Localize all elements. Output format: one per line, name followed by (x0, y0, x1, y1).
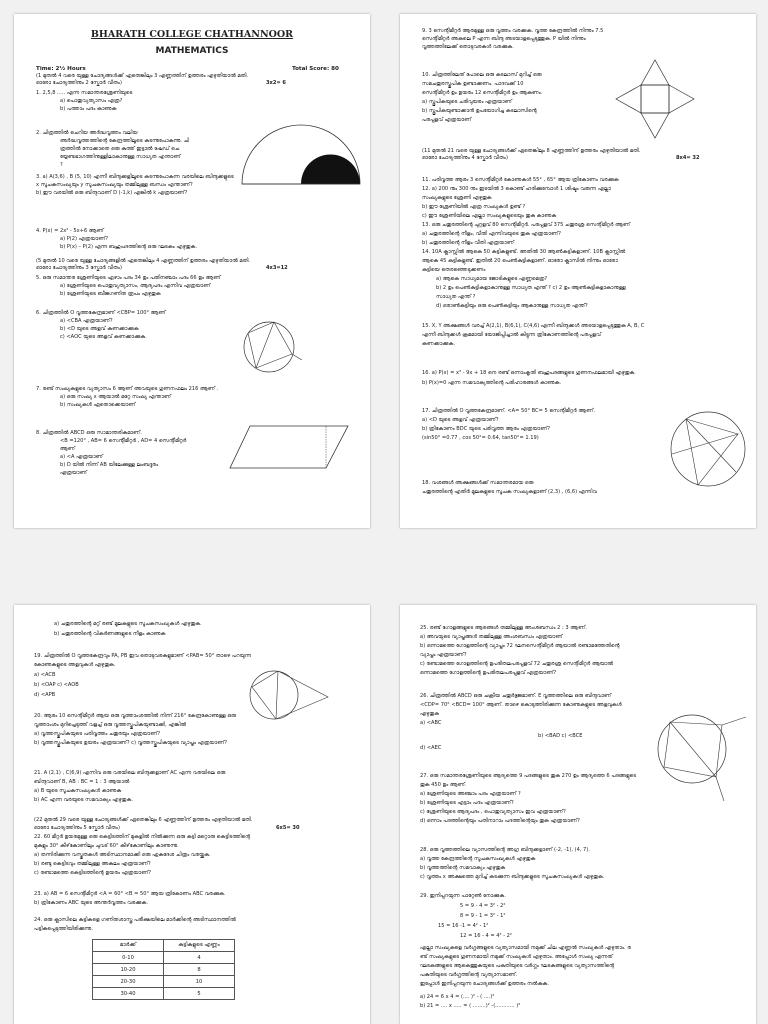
question-26d: d) <AEC (420, 745, 442, 751)
pattern-explanation: പകുതിയുടെ വർഗ്ഗത്തിന്റെ വ്യത്യാസമാണ്. (420, 972, 518, 978)
question-8-line: ആണ് (60, 446, 75, 452)
table-cell: 4 (164, 952, 235, 964)
question-3: 3. a) A(3,6) , B (5, 10) എന്നീ ബിന്ദുക്കളിലൂടെ കടന്നുപോകുന്ന വരയിലെ ബിന്ദുക്കളുടെ (36, 174, 234, 180)
pattern-line: 5 = 9 - 4 = 3² - 2² (460, 903, 506, 909)
table-cell: 10 (164, 976, 235, 988)
question-25b: b) ഒന്നാമത്തെ ഗോളത്തിന്റെ വ്യാപ്തം 72 ഘനസെന്റിമീറ്റർ ആയാൽ രണ്ടാമത്തേതിന്റെ (420, 643, 620, 649)
table-cell: 30-40 (93, 988, 164, 1000)
table-row (93, 988, 235, 1000)
question-4b: b) P(x) – P(2) എന്ന ബഹുപദത്തിന്റെ ഒരു ഘടകം എഴുതുക. (60, 244, 197, 250)
subject-title: MATHEMATICS (155, 46, 229, 56)
question-27b: b) ശ്രേണിയുടെ എട്ടാം പദം എത്രയാണ്? (420, 800, 514, 806)
table-cell: 0-10 (93, 952, 164, 964)
question-10-line: സമചതുരസ്തൂപിക ഉണ്ടാക്കണം. പാദവക്ക് 10 (422, 81, 524, 87)
question-14b: b) 2 ഉം പെൺകുട്ടികളാകാനുള്ള സാധ്യത എന്ത് ? c) 2 ഉം ആൺകുട്ടികളാകാനുള്ള (436, 285, 626, 291)
question-1: 1. 2,5,8 ..... എന്ന സമാന്തരശ്രേണിയുടെ (36, 90, 133, 96)
question-27d: d) ഒന്നാം പദത്തിന്റെയും പതിനാറാം പദത്തിന്റെയും തുക എത്രയാണ്? (420, 818, 580, 824)
question-29: 29. ഇനിപ്പറയുന്ന പാറ്റേൺ നോക്കുക. (420, 893, 506, 899)
page-2 (400, 14, 756, 528)
page-3 (14, 605, 370, 1024)
question-6b: b) <D യുടെ അളവ് കണക്കാക്കുക (60, 326, 139, 332)
pyramid-net-figure (614, 58, 696, 140)
tangent-circle-figure (244, 665, 332, 723)
question-3-line: x സൂചകസംഖ്യയും y സൂചകസംഖ്യയും തമ്മിലുള്ള ബന്ധം എന്താണ്? (36, 182, 193, 188)
question-25: 25. രണ്ട് ഗോളങ്ങളുടെ ആരങ്ങൾ തമ്മിലുള്ള അംശബന്ധം 2 : 3 ആണ്. (420, 625, 587, 631)
page-4 (400, 605, 756, 1024)
table-header-row (93, 940, 235, 952)
question-23: 23. a) AB = 6 സെന്റിമീറ്റർ <A = 60° <B = 50° ആയ ത്രികോണം ABC വരക്കുക. (34, 891, 226, 897)
question-21-line: ബിന്ദുവാണ് B, AB : BC = 1 : 3 ആയാൽ (34, 779, 130, 785)
circle-quadrilateral-figure (234, 316, 304, 378)
question-25c: c) രണ്ടാമത്തെ ഗോളത്തിന്റെ ഉപരിതലപരപ്പളവ് 72 ചതുരശ്ര സെന്റിമീറ്റർ ആയാൽ (420, 661, 614, 667)
question-24-line: പട്ടികപ്പെടുത്തിയിരിക്കുന്നു. (34, 926, 93, 932)
question-18: 18. വശങ്ങൾ അക്ഷങ്ങൾക്ക് സമാന്തരമായ ഒരു (422, 480, 534, 486)
exam-time: Time: 2½ Hours (36, 66, 86, 72)
question-2-line: ? (60, 162, 63, 168)
question-11: 11. പരിവൃത്ത ആരം 3 സെന്റിമീറ്റർ കോണുകൾ 55° , 65° ആയ ത്രികോണം വരക്കുക (422, 177, 619, 183)
section-4-instruction: (22 മുതൽ 29 വരെ യുള്ള ചോദ്യങ്ങൾക്ക് ഏതെങ്കിലും 6 എണ്ണത്തിന് ഉത്തരം എഴുതിയാൽ മതി. (34, 817, 253, 823)
question-19: 19. ചിത്രത്തിൽ O വൃത്തകേന്ദ്രവും PA, PB ഇവ തൊടുവരകളുമാണ് <PAB= 50° താഴെ പറയുന്ന (34, 653, 252, 659)
question-13b: b) ചതുരത്തിന്റെ നീളം വീതി എത്രയാണ് (422, 240, 514, 246)
question-25c-line: ഒന്നാമത്തെ ഗോളത്തിന്റെ ഉപരിതലപരപ്പളവ് എത്രയാണ്? (420, 670, 557, 676)
section-3-score: 8x4= 32 (676, 155, 700, 161)
question-22-line: മുകളും 30° കീഴ്‌കോണിലും ചുവട് 60° കീഴ്‌കോണിലും കാണുന്നു. (34, 843, 179, 849)
question-14b-line: സാധ്യത എന്ത് ? (436, 294, 476, 300)
page-3-line: b) ചതുരത്തിന്റെ വികർണങ്ങളുടെ നീളം കാണുക (54, 631, 166, 637)
pattern-explanation: ണ്ട് സംഖ്യകളുടെ ഗുണനമായി നമുക്ക് സംഖ്യകൾ എഴുതാം. അപ്പോൾ സംഖ്യ എന്നത് (420, 954, 613, 960)
table-cell: 20-30 (93, 976, 164, 988)
question-9-line: സെന്റിമീറ്റർ അകലെ P എന്ന ബിന്ദു അടയാളപ്പെടുത്തുക. P യിൽ നിന്നും (422, 36, 586, 42)
question-10-line: സെന്റിമീറ്റർ ഉം ഉയരം 12 സെന്റിമീറ്റർ ഉം ആകണം. (422, 90, 543, 96)
question-25b-line: വ്യാപ്തം എത്രയാണ്? (420, 652, 467, 658)
total-score: Total Score: 80 (292, 66, 339, 72)
question-27-line: തുക 450 ഉം ആണ്. (420, 782, 467, 788)
question-18-line: ചതുരത്തിന്റെ എതിർ മൂലകളുടെ സൂചക സംഖ്യകളാണ് (2,3) , (6,6) എന്നിവ (422, 489, 597, 495)
question-10a: a) സ്തൂപികയുടെ ചരിവുയരം എത്രയാണ് (422, 99, 512, 105)
table-header: മാർക്ക് (93, 940, 164, 952)
question-22c: c) രണ്ടാമത്തെ കെട്ടിടത്തിന്റെ ഉയരം എത്രയാണ്? (34, 870, 152, 876)
pattern-line: 8 = 9 - 1 = 3² - 1² (460, 913, 506, 919)
question-2-line: യ്യേണ്ടഭാഗത്തിനുള്ളിലാകാനുള്ള സാധ്യത എന്താണ് (60, 154, 181, 160)
question-28a: a) വൃത്ത കേന്ദ്രത്തിന്റെ സൂചകസംഖ്യകൾ എഴുതുക (420, 856, 536, 862)
question-24: 24. ഒരു ക്ലാസിലെ കുട്ടികളെ ഗണിതശാസ്ത്ര പരീക്ഷയിലെ മാർക്കിന്റെ അടിസ്ഥാനത്തിൽ (34, 917, 236, 923)
table-row (93, 952, 235, 964)
question-12-line: സംഖ്യകളുടെ ശ്രേണി എഴുതുക (422, 195, 492, 201)
question-21a: a) B യുടെ സൂചകസംഖ്യകൾ കാണുക (34, 788, 122, 794)
question-28c: c) വൃത്തം x അക്ഷത്തെ മുറിച്ച് കടക്കുന്ന ബിന്ദുക്കളുടെ സൂചകസംഖ്യകൾ എഴുതുക. (420, 874, 605, 880)
question-10c: പരപ്പളവ് എത്രയാണ് (422, 117, 472, 123)
question-28b: b) വൃത്തത്തിന്റെ സമവാക്യം എഴുതുക (420, 865, 506, 871)
question-25a: a) അവയുടെ വ്യാപ്തങ്ങൾ തമ്മിലുള്ള അംശബന്ധം എത്രയാണ് (420, 634, 563, 640)
question-8a: a) <A എത്രയാണ് (60, 454, 103, 460)
question-5b: b) ശ്രേണിയുടെ ബീജഗണിത രൂപം എഴുതുക (60, 291, 161, 297)
parallelogram-figure (226, 422, 354, 472)
question-13: 13. ഒരു ചതുരത്തിന്റെ ചുറ്റളവ് 80 സെന്റിമീറ്റർ. പരപ്പളവ് 375 ചതുരശ്ര സെന്റിമീറ്റർ ആണ് (422, 222, 631, 228)
question-16: 16. a) P(x) = x³ - 9x + 18 നെ രണ്ട് ഒന്നാംകൃതി ബഹുപദങ്ങളുടെ ഗുണനഫലമായി എഴുതുക. (422, 370, 636, 376)
question-19a: a) <ACB (34, 672, 56, 678)
question-3-line: b) ഈ വരയിൽ ഒരു ബിന്ദുവാണ് D (-1,k) എങ്കിൽ k എത്രയാണ്? (36, 190, 188, 196)
question-29b: b) 21 = .... x ..... = ( ........)² -(............ )² (420, 1003, 521, 1009)
question-23b: b) ത്രികോണം ABC യുടെ അന്തർവൃത്തം വരക്കുക. (34, 900, 148, 906)
question-28: 28. ഒരു വൃത്തത്തിലെ വ്യാസത്തിന്റെ അഗ്ര ബിന്ദുക്കളാണ് (-2, -1), (4, 7). (420, 847, 590, 853)
question-17c: (sin50° =0.77 , cos 50°= 0.64, tan50°= 1.19) (422, 435, 539, 441)
question-14-line: കുട്ടിയെ തെരഞ്ഞെടുക്കണം (422, 267, 486, 273)
question-27c: c) ശ്രേണിയുടെ ആദ്യപദം , പൊതുവ്യത്യാസം ഇവ എത്രയാണ്? (420, 809, 566, 815)
page-3-line: a) ചതുരത്തിന്റെ മറ്റ് രണ്ട് മൂലകളുടെ സൂചകസംഖ്യകൾ എഴുതുക. (54, 621, 202, 627)
question-5a: a) ശ്രേണിയുടെ പൊതുവ്യത്യാസം, ആദ്യപദം എന്നിവ എത്രയാണ് (60, 283, 211, 289)
table-row (93, 964, 235, 976)
question-1b: b) പത്താം പദം കാണുക (60, 106, 117, 112)
question-7: 7. രണ്ട് സംഖ്യകളുടെ വ്യത്യാസം 6 ആണ് അവയുടെ ഗുണനഫലം 216 ആണ് . (36, 386, 219, 392)
question-17b: b) ത്രികോണം BDC യുടെ പരിവൃത്ത ആരം എത്രയാണ്? (422, 426, 551, 432)
question-22a: a) തന്നിരിക്കുന്ന വസ്തുതകൾ അടിസ്ഥാനമാക്കി ഒരു ഏകദേശ ചിത്രം വരയ്ക്കുക. (34, 852, 211, 858)
question-19b: b) <OAP c) <AOB (34, 682, 79, 688)
question-4: 4. P(x) = 2x² - 5x+6 ആണ് (36, 228, 104, 234)
section-4-instruction-b: ഓരോ ചോദ്യത്തിനും 5 സ്കോർ വീതം) (34, 825, 120, 831)
question-26-line: എഴുതുക (420, 711, 439, 717)
marks-table (92, 939, 235, 1000)
question-8b: b) D യിൽ നിന്ന് AB യിലേക്കുള്ള ലംബദൂരം (60, 462, 159, 468)
section-3-instruction: (11 മുതൽ 21 വരെ യുള്ള ചോദ്യങ്ങൾക്ക് ഏതെങ്കിലും 8 എണ്ണത്തിന് ഉത്തരം എഴുതിയാൽ മതി. (422, 148, 641, 154)
section-2-instruction-b: ഓരോ ചോദ്യത്തിനും 3 സ്കോർ വീതം) (36, 265, 122, 271)
question-7a: a) ഒരു സംഖ്യ x ആയാൽ മറ്റേ സംഖ്യ എന്താണ് (60, 394, 172, 400)
question-9: 9. 3 സെന്റിമീറ്റർ ആരമുള്ള ഒരു വൃത്തം വരക്കുക. വൃത്ത കേന്ദ്രത്തിൽ നിന്നും 7.5 (422, 28, 604, 34)
question-10b: b) സ്തൂപികയുണ്ടാക്കാൻ ഉപയോഗിച്ച കടലാസിന്റെ (422, 108, 537, 114)
question-14d: d) ഒരാൺകുട്ടിയും ഒരു പെൺകുട്ടിയും ആകാനുള്ള സാധ്യത എന്ത്? (436, 303, 588, 309)
question-20: 20. ആരം 10 സെന്റിമീറ്റർ ആയ ഒരു വൃത്താംശത്തിൽ നിന്ന് 216° കേന്ദ്രകോണുള്ള ഒരു (34, 713, 237, 719)
question-20b: b) വൃത്തസ്തൂപികയുടെ ഉയരം എത്രയാണ്? c) വൃത്തസ്തൂപികയുടെ വ്യാപ്തം എത്രയാണ്? (34, 740, 228, 746)
question-12b: b) ഈ ശ്രേണിയിൽ എത്ര സംഖ്യകൾ ഉണ്ട് ? (422, 204, 526, 210)
pattern-explanation: ഘടകങ്ങളുടെ ആകെത്തുകയുടെ പകുതിയുടെ വർഗ്ഗം ഘടകങ്ങളുടെ വ്യത്യാസത്തിന്റെ (420, 963, 615, 969)
question-14a: a) ആകെ സാധ്യമായ ജോടികളുടെ എണ്ണമെത്ര? (436, 276, 548, 282)
question-10: 10. ചിത്രത്തിലേത് പോലെ ഒരു കടലാസ് മുറിച്ച് ഒരു (422, 72, 542, 78)
question-26-line: <CDP= 70° <BCD= 100° ആണ്. താഴെ കൊടുത്തിരിക്കുന്ന കോണുകളുടെ അളവുകൾ (420, 702, 622, 708)
question-20a: a) വൃത്തസ്തൂപികയുടെ പരിവൃത്തം ചതുരയും എത്രയാണ്? (34, 731, 161, 737)
question-22: 22. 60 മീറ്റർ ഉയരമുള്ള ഒരു കെട്ടിടത്തിന് മുകളിൽ നിൽക്കുന്ന ഒരു കുട്ടി മറ്റൊരു കെട്ടിടത്തിന്റെ (34, 834, 251, 840)
question-26b: b) <BAD c) <BCE (538, 733, 583, 739)
question-22b: b) രണ്ടു കെട്ടിടവും തമ്മിലുള്ള അകലം എത്രയാണ്? (34, 861, 151, 867)
question-12c: c) ഈ ശ്രേണിയിലെ എല്ലാ സംഖ്യകളുടെയും തുക കാണുക (422, 213, 557, 219)
pattern-line: 15 = 16 -1 = 4² - 1² (438, 923, 489, 929)
question-4a: a) P(2) എത്രയാണ്? (60, 236, 109, 242)
section-3-instruction-b: ഓരോ ചോദ്യത്തിനും 4 സ്കോർ വീതം) (422, 155, 508, 161)
question-14: 14. 10A ക്ലാസ്സിൽ ആകെ 50 കുട്ടികളുണ്ട്. അതിൽ 30 ആൺകുട്ടികളാണ്. 10B ക്ലാസ്സിൽ (422, 249, 626, 255)
question-6a: a) <CBA എത്രയാണ്? (60, 318, 113, 324)
section-1-instruction: (1 മുതൽ 4 വരെ യുള്ള ചോദ്യങ്ങൾക്ക് ഏതെങ്കിലും 3 എണ്ണത്തിന് ഉത്തരം എഴുതിയാൽ മതി. (36, 73, 248, 79)
section-1-score: 3x2= 6 (266, 80, 286, 86)
section-4-score: 6x5= 30 (276, 825, 300, 831)
question-15-line: എന്നീ ബിന്ദുക്കൾ ക്രമമായി യോജിപ്പിച്ചാൽ കിട്ടുന്ന ത്രികോണത്തിന്റെ പരപ്പളവ് (422, 332, 601, 338)
question-14-line: ആകെ 45 കുട്ടികളുണ്ട്. ഇതിൽ 20 പെൺകുട്ടികളാണ്. ഓരോ ക്ലാസിൽ നിന്നും ഓരോ (422, 258, 618, 264)
semicircle-figure (240, 124, 362, 186)
question-5: 5. ഒരു സമാന്തര ശ്രേണിയുടെ ഏഴാം പദം 34 ഉം പതിനഞ്ചാം പദം 66 ഉം ആണ് (36, 275, 221, 281)
question-8-line: <B =120° , AB= 6 സെന്റീമീറ്റർ , AD= 4 സെന്റീമീറ്റർ (60, 438, 187, 444)
college-title: BHARATH COLLEGE CHATHANNOOR (90, 29, 294, 40)
section-2-score: 4x3=12 (266, 265, 288, 271)
question-29a: a) 24 = 6 x 4 = (.... )² - ( ....)² (420, 994, 495, 1000)
pattern-explanation: എല്ലാ സംഖ്യകളെ വർഗ്ഗങ്ങളുടെ വ്യത്യാസമായി നമുക്ക് ചില എണ്ണൽ സംഖ്യകൾ എഴുതാം. ര (420, 945, 631, 951)
question-17a: a) <D യുടെ അളവ് എത്രയാണ്? (422, 417, 499, 423)
question-21: 21. A (2,1) , C(6,9) എന്നിവ ഒരു വരയിലെ ബിന്ദുക്കളാണ് AC എന്ന വരയിലെ ഒരു (34, 770, 226, 776)
question-19d: d) <APB (34, 692, 56, 698)
question-2-line: അർദ്ധവൃത്തത്തിന്റെ കേന്ദ്രത്തിലൂടെ കടന്നുപോകുന്നു. ചി (60, 138, 190, 144)
table-cell: 8 (164, 964, 235, 976)
question-8c: എത്രയാണ് (60, 470, 87, 476)
question-19-line: കോണുകളുടെ അളവുകൾ എഴുതുക. (34, 662, 116, 668)
question-13a: a) ചതുരത്തിന്റെ നീളം, വീതി എന്നിവയുടെ തുക എത്രയാണ്? (422, 231, 561, 237)
table-cell: 5 (164, 988, 235, 1000)
section-1-instruction-b: ഓരോ ചോദ്യത്തിനും 2 സ്കോർ വീതം) (36, 80, 122, 86)
question-9-line: വൃത്തത്തിലേക്ക് തൊടുവരകൾ വരക്കുക. (422, 44, 514, 50)
question-2: 2. ചിത്രത്തിൽ ചെറിയ അർദ്ധവൃത്തം വലിയ (36, 130, 138, 136)
question-26a: a) <ABC (420, 720, 442, 726)
pattern-line: 12 = 16 - 4 = 4² - 2² (460, 933, 512, 939)
question-8: 8. ചിത്രത്തിൽ ABCD ഒരു സാമാന്തരികമാണ്. (36, 430, 142, 436)
question-17: 17. ചിത്രത്തിൽ O വൃത്തകേന്ദ്രമാണ്. <A= 50° BC= 5 സെന്റിമീറ്റർ ആണ്. (422, 408, 595, 414)
table-cell: 10-20 (93, 964, 164, 976)
circle-triangles-figure (668, 406, 748, 492)
question-20-line: വൃത്താംശം മുറിച്ചെടുത്ത് വളച്ച് ഒരു വൃത്തസ്തൂപികയുണ്ടാക്കി, എങ്കിൽ (34, 722, 187, 728)
question-26: 26. ചിത്രത്തിൽ ABCD ഒരു ചക്രീയ ചതുർഭുജമാണ്. E വൃത്തത്തിലെ ഒരു ബിന്ദുവാണ് (420, 693, 612, 699)
question-15-line: കണക്കാക്കുക. (422, 341, 455, 347)
cyclic-quadrilateral-figure (650, 697, 750, 803)
table-header: കുട്ടികളുടെ എണ്ണം (164, 940, 235, 952)
question-6c: c) <AOC യുടെ അളവ് കണക്കാക്കുക. (60, 334, 147, 340)
question-16b: b) P(x)=0 എന്ന സമവാക്യത്തിന്റെ പരിഹാരങ്ങൾ കാണുക. (422, 380, 562, 386)
table-row (93, 976, 235, 988)
question-12: 12. a) 200 നും 300 നും ഇടയിൽ 3 കൊണ്ട് ഹരിക്കുമ്പോൾ 1 ശിഷ്ടം വരുന്ന എല്ലാ (422, 186, 611, 192)
question-7b: b) സംഖ്യകൾ ഏതൊക്കെയാണ് (60, 402, 136, 408)
page-1 (14, 14, 370, 528)
question-15: 15. X, Y അക്ഷങ്ങൾ വരച്ച് A(2,1), B(6,1), C(4,6) എന്നീ ബിന്ദുക്കൾ അടയാളപ്പെടുത്തുക A, B, C (422, 323, 645, 329)
question-27: 27. ഒരു സമാന്തരശ്രേണിയുടെ ആദ്യത്തെ 9 പദങ്ങളുടെ തുക 270 ഉം ആദ്യത്തെ 6 പദങ്ങളുടെ (420, 773, 637, 779)
question-2-line: ത്രത്തിൽ നോക്കാതെ ഒരു കുത്ത് ഇട്ടാൽ ഷേഡ് ചെ (60, 146, 180, 152)
section-2-instruction: (5 മുതൽ 10 വരെ യുള്ള ചോദ്യങ്ങളിൽ ഏതെങ്കിലും 4 എണ്ണത്തിന് ഉത്തരം എഴുതിയാൽ മതി. (36, 258, 250, 264)
question-27a: a) ശ്രേണിയുടെ അഞ്ചാം പദം എത്രയാണ് ? (420, 791, 521, 797)
question-6: 6. ചിത്രത്തിൽ O വൃത്തകേന്ദ്രമാണ് <CBP= 100° ആണ് (36, 310, 166, 316)
pattern-instruction: ഇപ്പോൾ ഇനിപ്പറയുന്ന ചോദ്യങ്ങൾക്ക് ഉത്തരം നൽകുക. (420, 981, 549, 987)
question-21b: b) AC എന്ന വരയുടെ സമവാക്യം എഴുതുക. (34, 797, 133, 803)
question-1a: a) പൊതുവ്യത്യാസം എത്ര? (60, 98, 123, 104)
